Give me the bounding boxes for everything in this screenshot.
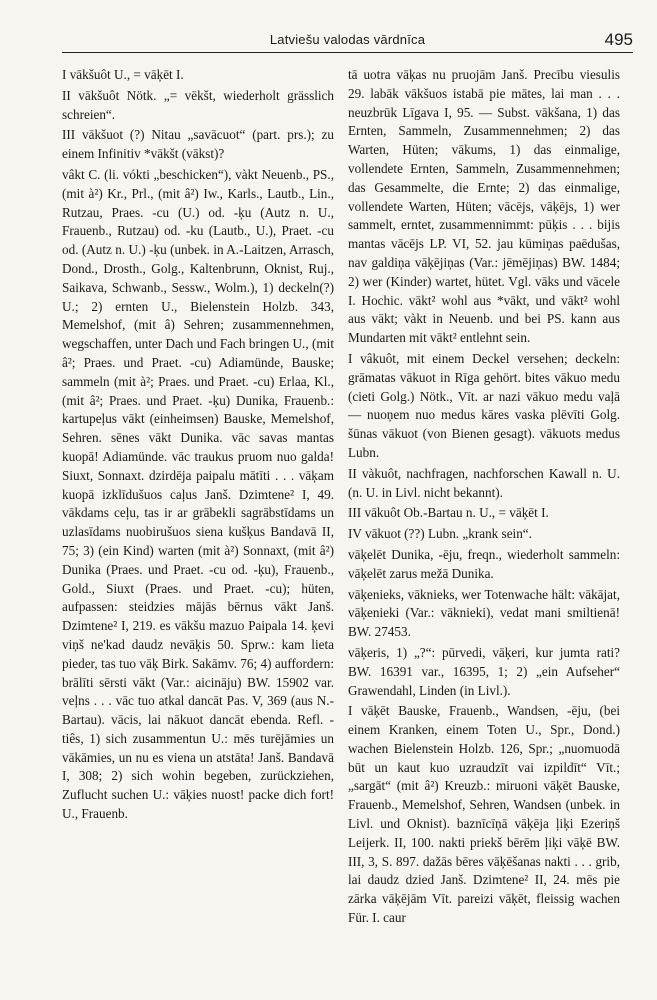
- entry-text: vāķenieks, vāknieks, wer Totenwache hält: vākājat, vāķenieki (Var.: vāknieki), vedat mani smiltienā! BW. 27453.: [348, 586, 620, 640]
- left-column: [62, 66, 334, 824]
- entry-text: vâkt C. (li. vókti „beschicken“), vàkt Neuenb., PS., (mit à²) Kr., Prl., (mit â²) Iw., Karls., Lautb., Lin., Rutzau, Praes. -cu (U.) od. -ķu (Autz n. U., Frauenb., Rutzau) od. -ku (Lautb., U.), Praet. -cu od. (Autz n. U.) -ķu (unbek. in A.-Laitzen, Arrasch, Dond., Drosth., Golg., Kaltenbrunn, Oknist, Ruj., Saikava, Schwanb., Sessw., Wolm.), 1) deckeln(?) U.; 2) ernten U., Bielenstein Holzb. 343, Memelshof, (mit â) Sehren; zusammennehmen, wegschaffen, unter Dach und Fach bringen U., (mit â²; Praes. und Praet. -cu) Adiamünde, Bauske; sammeln (mit à²; Praes. und Praet. -cu) Erlaa, Kl., (mit â²; Praes. und Praet. -ķu) Dunika, Frauenb.: kartupeļus vākt (einheimsen) Bauske, Memelshof, Sehren. sēnes vākt Dunika. vāc savas mantas kuopā! Adiamünde. vāc traukus pruom nuo galda! Siuxt, Sonnaxt. dzirdēja paipalu mātīti . . . vāķam kuopā izklīdušuos caļus Janš. Dzimtene² I, 49. vākdams ceļu, tas ir ar grābekli sagrābstīdams un uzlasīdams nuobirušuos siena kušķus Bandavā II, 75; 3) (ein Kind) warten (mit à²) Sonnaxt, (mit â²) Dunika (Praes. und Praet. -cu od. -ķu), Frauenb., Gold., Siuxt (Praes. und Praet. -cu); hüten, aufpassen: steidzies mājās bērnus vākt Janš. Dzimtene² I, 219. es vākšu mazuo Paipala 14. ķevi viņš ne'kad daudz nevāķis 50. Sprw.: kam lieta pieder, tas tuo vāķ Birk. Sakāmv. 76; 4) auffordern: brālīti sērsti vākt (Var.: aicināju) BW. 15902 var. veļns . . . vāc tuo atkal dancāt Pas. V, 369 (aus N.-Bartau). vācis, lai nākuot dancāt ebenda. Refl. -tiês, 1) sich zusammentun U.: mēs turējāmies un vākāmies, un nu es viena un atstāta! Janš. Bandavā I, 308; 2) sich wohin begeben, zurückziehen, Zuflucht suchen U.: vāķies nuost! packe dich fort! U., Frauenb.: [62, 166, 334, 822]
- entry-text: I vâkuôt, mit einem Deckel versehen; deckeln: grāmatas vākuot in Rīga gehört. bites vākuo medu (cieti Golg.) Nötk., Vīt. ar nazi vākuo medu vaļā — nuoņem nuo medus kāres vaska plēvīti Golg. šūnas vākuot (von Bienen gesagt). vākuots medus Lubn.: [348, 350, 620, 460]
- entry-text: tā uotra vāķas nu pruojām Janš. Precību viesulis 29. labāk vākšuos istabā pie mātes, lai man . . . neuzbrūk Līgava I, 95. — Subst. vākšana, 1) das Ernten, Sammeln, Zusammennehmen; 2) das Warten, Hüten; vākums, 1) das einmalige, vollendete Ernten, Sammeln, Zusammennehmen; das Gesammelte, die Ernte; 2) das einmalige, vollendete Warten, Hüten; vācējs, vāķējs, 1) wer sammelt, erntet, zusammennimmt: pūķis . . . bijis mantas vācējs LP. VI, 52. jau kūmiņas paēdušas, nav galdiņa vāķējiņas (Var.: jēmējiņas) BW. 1484; 2) wer (Kinder) wartet, hütet. Vgl. vāks und vācele I. Hochic. vākt² wohl aus *vākt, und vākt² wohl aus vākt; vàkt in Neuenb. und bei PS. kann aus Mundarten mit vākt² entlehnt sein.: [348, 67, 620, 346]
- entry-text: IV vākuot (??) Lubn. „krank sein“.: [348, 526, 532, 542]
- entry-text: III vākšuot (?) Nitau „savācuot“ (part. prs.); zu einem Infinitiv *vākšt (vākst)?: [62, 127, 334, 162]
- entry-text: II vàkuôt, nachfragen, nachforschen Kawall n. U. (n. U. in Livl. nicht bekannt).: [348, 465, 620, 500]
- entry-text: I vākšuôt U., = vāķēt I.: [62, 67, 184, 82]
- entry-text: II vākšuôt Nötk. „= vēkšt, wiederholt grässlich schreien“.: [62, 87, 334, 122]
- page-header: [62, 30, 633, 53]
- entry-text: I vāķēt Bauske, Frauenb., Wandsen, -ēju, (bei einem Kranken, einem Toten U., Spr., Dond.) wachen Bielenstein Holzb. 126, Spr.; „nuomuodā būt un kaut kuo uzraudzīt vai izpildīt“ Vīt.; „sargāt“ (mit â²) Kreuzb.: miruoni vāķēt Bauske, Frauenb., Memelshof, Sehren, Wandsen (unbek. in Livl. und Oknist). baznīcīņā vāķēja ļiķi Ezeriņš Leijerk. II, 100. nakti priekš bērēm ļiķi vāķē BW. III, 3, S. 897. dažās bēres vāķēšanas nakti . . . grib, lai daudz dzied Janš. Dzimtene² II, 24. mēs pie zārka vāķējām Vīt. pareizi vāķēt, fleissig wachen Für. I. caur: [348, 703, 620, 926]
- right-column: [348, 66, 620, 928]
- entry-text: vāķelēt Dunika, -ēju, freqn., wiederholt sammeln: vāķelēt zarus mežā Dunika.: [348, 546, 620, 581]
- entry-text: III vākuôt Ob.-Bartau n. U., = vāķēt I.: [348, 505, 549, 521]
- page-number: 495: [604, 30, 633, 49]
- entry-text: vāķeris, 1) „?“: pūrvedi, vāķeri, kur jumta rati? BW. 16391 var., 16395, 1; 2) „ein Aufseher“ Grawendahl, Linden (in Livl.).: [348, 644, 620, 698]
- page-title: Latviešu valodas vārdnīca: [269, 32, 426, 47]
